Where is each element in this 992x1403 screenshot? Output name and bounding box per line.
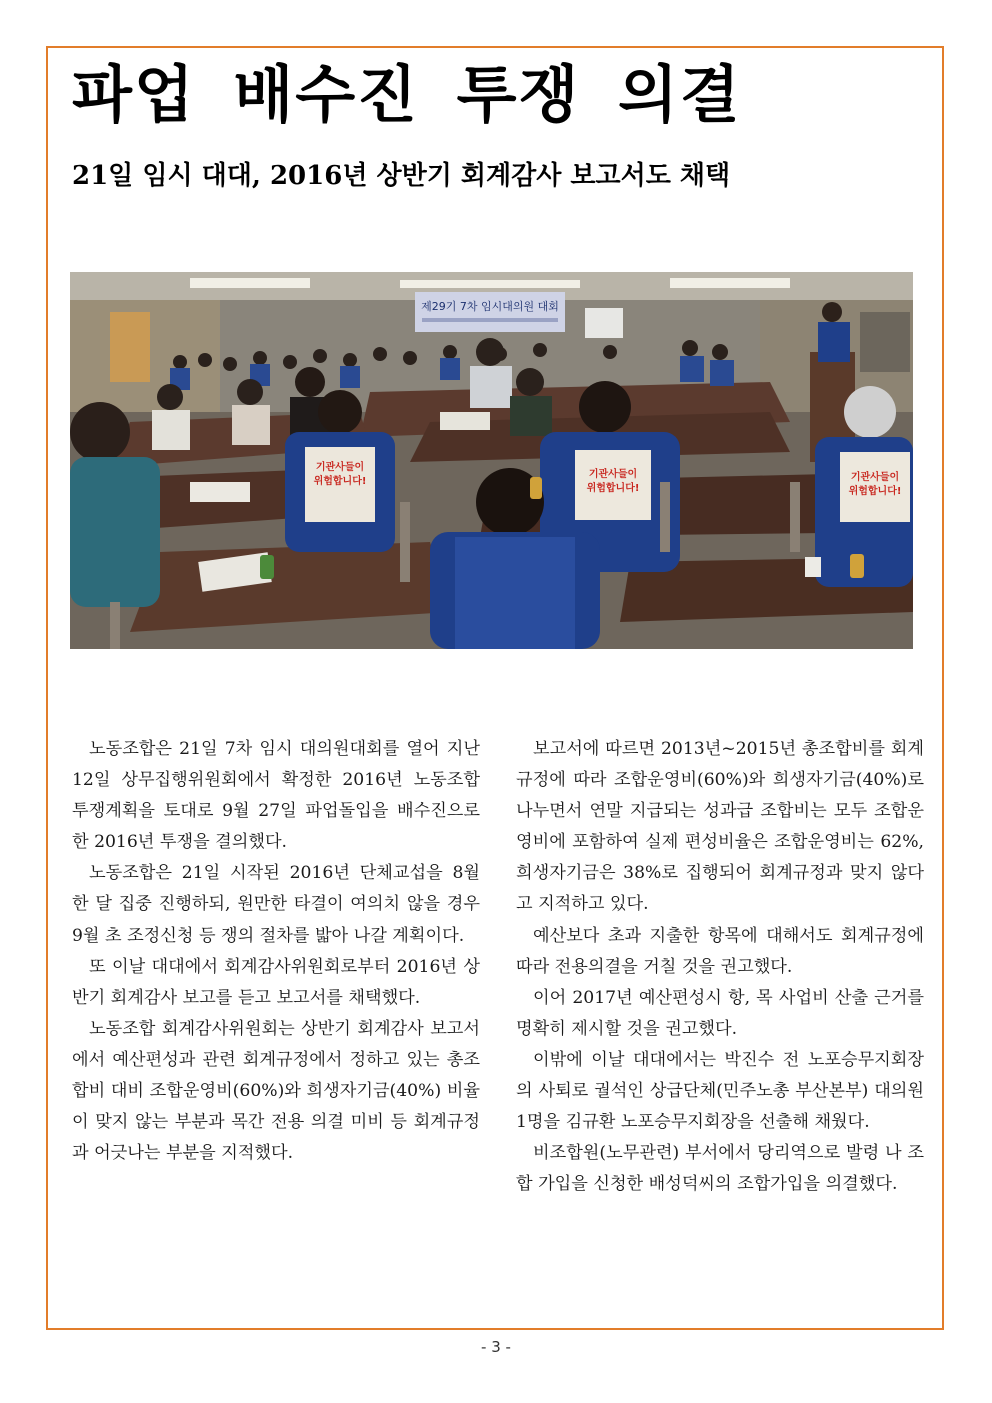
paragraph: 보고서에 따르면 2013년~2015년 총조합비를 회계규정에 따라 조합운영비(60%)와 희생자기금(40%)로 나누면서 연말 지급되는 성과급 조합비는 모두 조합운영비에 포함하여 실제 편성비율은 조합운영비는 62%, 희생자기금은 38%로 집행되어 회계규정과 맞지 않다고 지적하고 있다.	[516, 739, 924, 915]
paragraph: 노동조합은 21일 시작된 2016년 단체교섭을 8월 한 달 집중 진행하되, 원만한 타결이 여의치 않을 경우 9월 초 조정신청 등 쟁의 절차를 밟아 나갈 계획이다.	[72, 863, 480, 946]
vest-slogan-line2-c: 위험합니다!	[848, 486, 902, 497]
banner-text: 제29기 7차 임시대의원 대회	[421, 300, 559, 313]
article-subheadline: 21일 임시 대대, 2016년 상반기 회계감사 보고서도 채택	[72, 161, 731, 191]
vest-slogan-line2: 위험합니다!	[313, 476, 367, 487]
paragraph: 노동조합은 21일 7차 임시 대의원대회를 열어 지난 12일 상무집행위원회에서 확정한 2016년 노동조합 투쟁계획을 토대로 9월 27일 파업돌입을 배수진으로 한 2016년 투쟁을 결의했다.	[72, 739, 480, 853]
vest-slogan-line1-c: 기관사들이	[850, 472, 900, 483]
article-column-left	[72, 734, 480, 1169]
vest-slogan-line2-b: 위험합니다!	[586, 483, 640, 494]
article-headline: 파업 배수진 투쟁 의결	[72, 58, 742, 131]
vest-slogan-line1: 기관사들이	[315, 462, 365, 473]
paragraph: 비조합원(노무관련) 부서에서 당리역으로 발령 나 조합 가입을 신청한 배성덕씨의 조합가입을 의결했다.	[516, 1143, 924, 1195]
page-number: - 3 -	[481, 1338, 511, 1356]
paragraph: 또 이날 대대에서 회계감사위원회로부터 2016년 상반기 회계감사 보고를 듣고 보고서를 채택했다.	[72, 956, 480, 1008]
paragraph: 노동조합 회계감사위원회는 상반기 회계감사 보고서에서 예산편성과 관련 회계규정에서 정하고 있는 총조합비 대비 조합운영비(60%)와 희생자기금(40%) 비율이 맞지 않는 부분과 목간 전용 의결 미비 등 회계규정과 어긋나는 부분을 지적했다.	[72, 1018, 480, 1164]
meeting-photo	[70, 272, 913, 649]
vest-slogan-line1-b: 기관사들이	[588, 469, 638, 480]
paragraph: 예산보다 초과 지출한 항목에 대해서도 회계규정에 따라 전용의결을 거칠 것을 권고했다.	[516, 925, 924, 977]
paragraph: 이밖에 이날 대대에서는 박진수 전 노포승무지회장의 사퇴로 궐석인 상급단체(민주노총 부산본부) 대의원 1명을 김규환 노포승무지회장을 선출해 채웠다.	[516, 1049, 924, 1133]
article-column-right	[516, 734, 924, 1200]
paragraph: 이어 2017년 예산편성시 항, 목 사업비 산출 근거를 명확히 제시할 것을 권고했다.	[516, 987, 924, 1039]
